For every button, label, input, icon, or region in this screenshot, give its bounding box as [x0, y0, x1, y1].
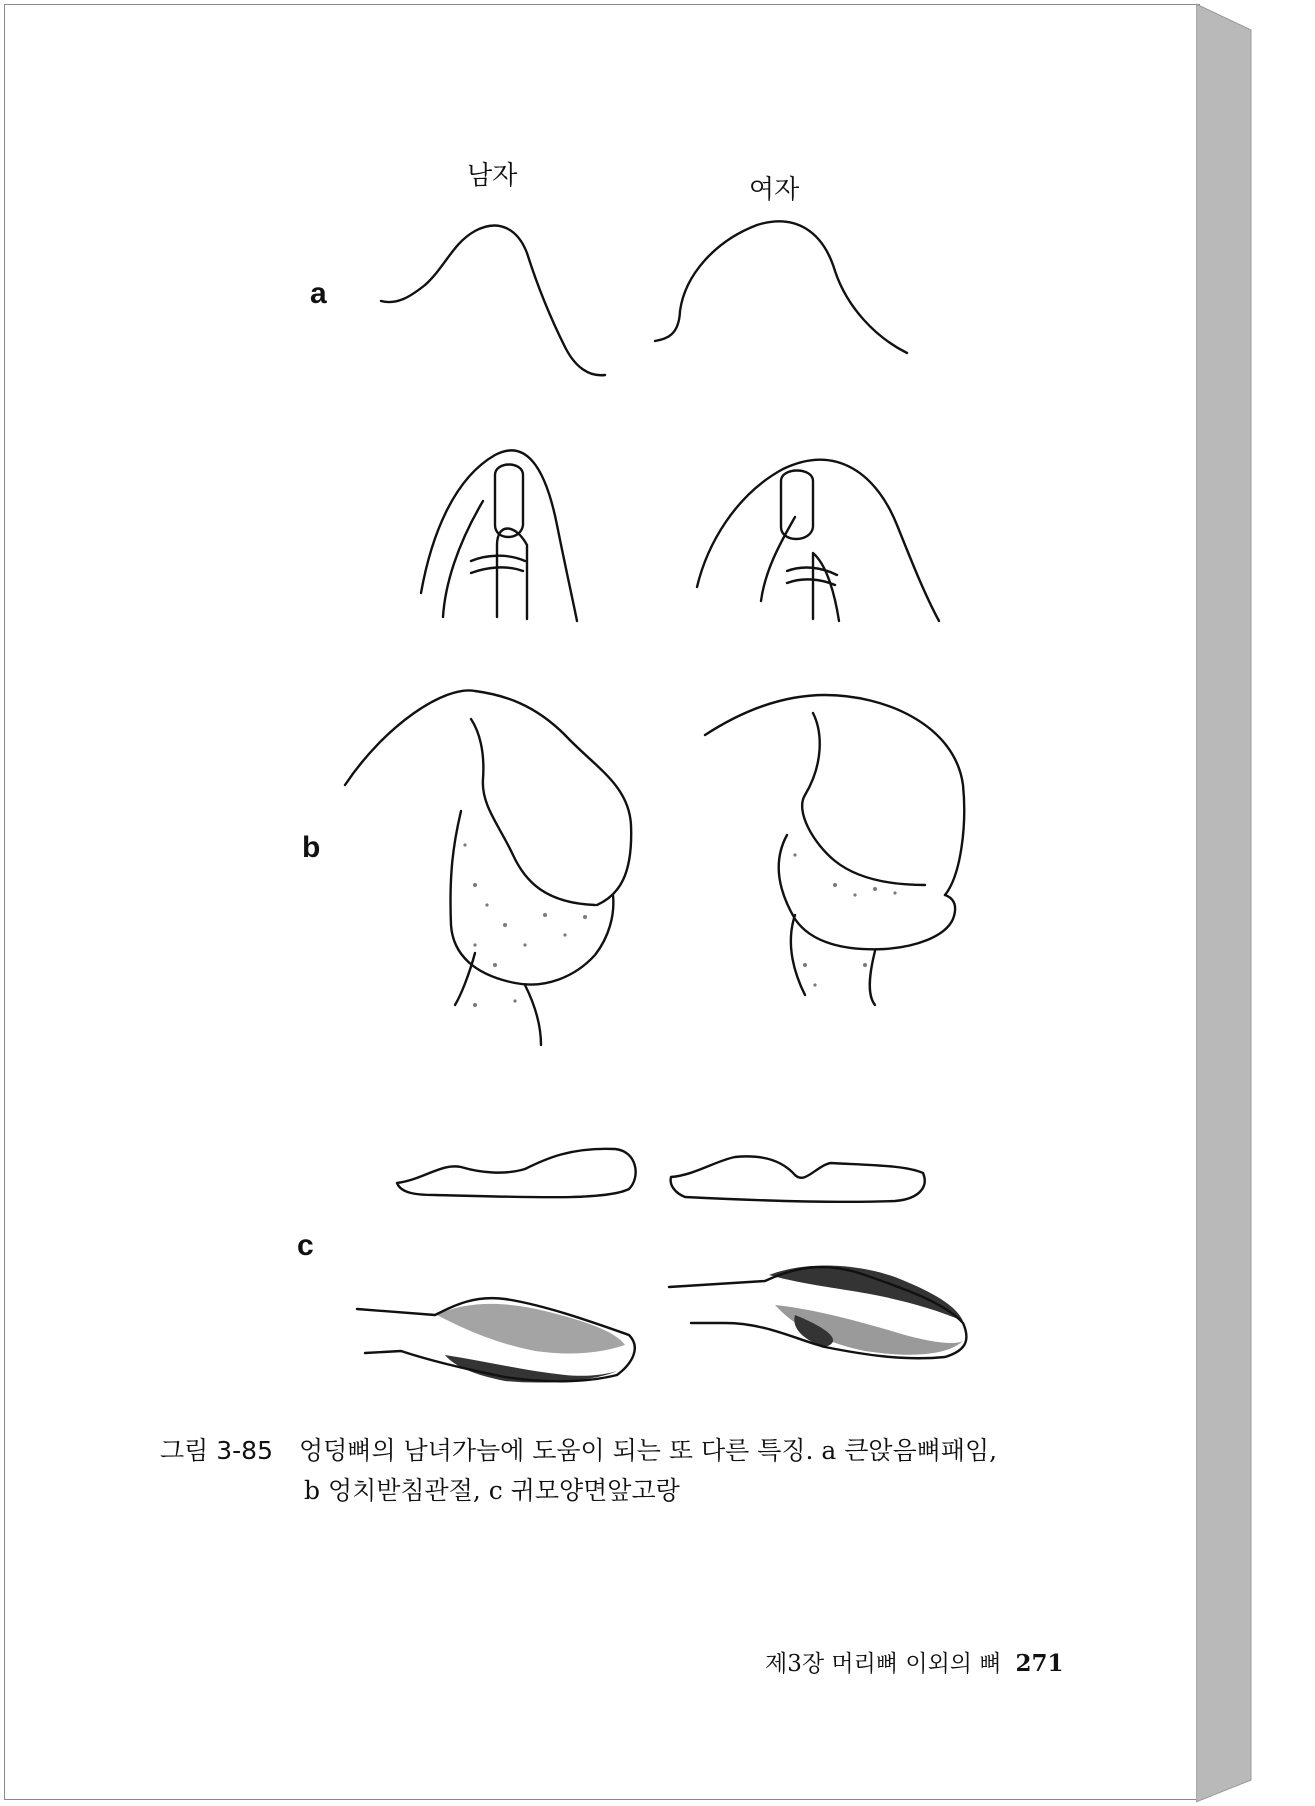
column-label-male: 남자	[467, 161, 518, 191]
caption-line-1: 엉덩뼈의 남녀가늠에 도움이 되는 또 다른 특징. a 큰앉음뼈패임,	[299, 1436, 998, 1465]
illustration-set	[5, 5, 1201, 1801]
female-sulcus-outline	[671, 1156, 925, 1201]
chapter-title: 제3장 머리뼈 이외의 뼈	[765, 1651, 1002, 1677]
book-page	[4, 4, 1200, 1800]
row-label-a: a	[310, 277, 327, 310]
female-notch-outline	[655, 221, 907, 353]
figure-number: 그림 3-85	[160, 1436, 273, 1465]
running-footer	[765, 1645, 1064, 1678]
male-sacroiliac-outline	[345, 690, 631, 905]
row-label-c: c	[297, 1229, 314, 1262]
male-notch-outline	[381, 226, 605, 376]
row-label-b: b	[302, 831, 321, 864]
figure-caption	[160, 1431, 1140, 1511]
page-edge-shadow	[1196, 0, 1315, 1806]
female-notch-finger-outline	[697, 460, 939, 621]
female-sacroiliac-outline	[705, 695, 964, 895]
column-label-female: 여자	[749, 175, 800, 205]
page-number: 271	[1015, 1650, 1064, 1677]
male-sulcus-outline	[397, 1149, 636, 1197]
caption-line-2: b 엉치받침관절, c 귀모양면앞고랑	[304, 1476, 680, 1505]
